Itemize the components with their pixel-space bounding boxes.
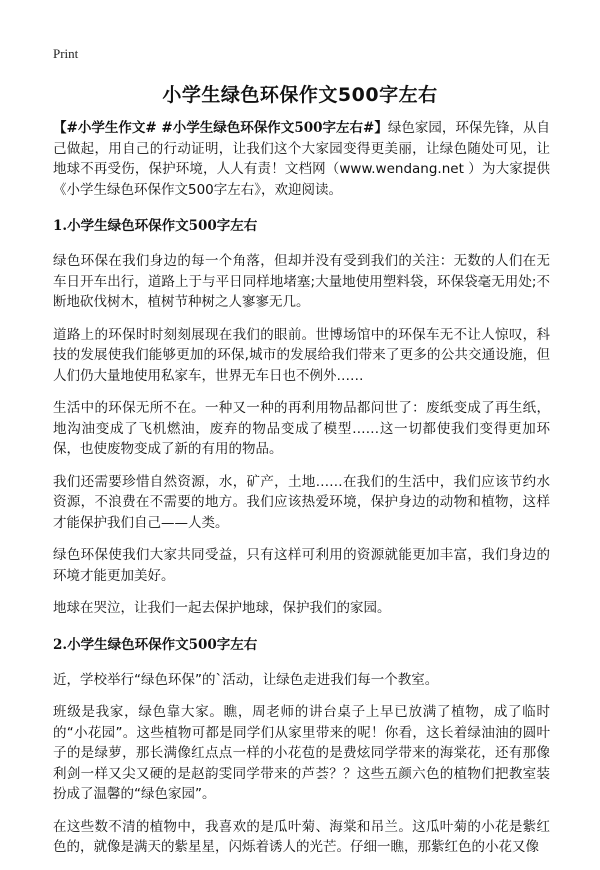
intro-tag: 【#小学生作文# #小学生绿色环保作文500字左右#】 — [53, 120, 388, 136]
section-2-paragraph-3: 在这些数不清的植物中，我喜欢的是瓜叶菊、海棠和吊兰。这瓜叶菊的小花是紫红色的，就像是满天的紫星星，闪烁着诱人的光芒。仔细一瞧，那紫红色的小花又像 — [53, 818, 550, 855]
section-1-paragraph-2: 道路上的环保时时刻刻展现在我们的眼前。世博场馆中的环保车无不让人惊叹，科技的发展使我们能够更加的环保,城市的发展给我们带来了更多的公共交通设施，但人们仍大量地使用私家车，世界无车日也不例外…… — [53, 326, 550, 384]
article-body — [53, 118, 550, 870]
section-1-paragraph-6: 地球在哭泣，让我们一起去保护地球，保护我们的家园。 — [53, 600, 391, 616]
section-2-paragraph-1: 近，学校举行“绿色环保”的`活动，让绿色走进我们每一个教室。 — [53, 671, 439, 688]
section-2-paragraph-2: 班级是我家，绿色靠大家。瞧，周老师的讲台桌子上早已放满了植物，成了临时的“小花园”。这些植物可都是同学们从家里带来的呢！你看，这长着绿油油的圆叶子的是绿萝，那长满像红点点一样的小花苞的是费炫同学带来的海棠花，还有那像利剑一样又尖又硬的是赵韵雯同学带来的芦荟？？这些五颜六色的植物们把教室装扮成了温馨的“绿色家园”。 — [53, 704, 550, 802]
section-1-paragraph-4: 我们还需要珍惜自然资源，水，矿产，土地……在我们的生活中，我们应该节约水资源，不浪费在不需要的地方。我们应该热爱环境，保护身边的动物和植物，这样才能保护我们自己——人类。 — [53, 473, 550, 531]
intro-paragraph — [53, 118, 550, 200]
intro-text: 绿色家园，环保先锋，从自己做起，用自己的行动证明，让我们这个大家园变得更美丽，让绿色随处可见，让地球不再受伤，保护环境，人人有责！文档网（www.wendang.net ）为大家提供《小学生绿色环保作文500字左右》，欢迎阅读。 — [53, 120, 550, 198]
section-1-heading: 1.小学生绿色环保作文500字左右 — [53, 218, 258, 234]
section-2-heading: 2.小学生绿色环保作文500字左右 — [53, 636, 258, 653]
section-1-paragraph-3: 生活中的环保无所不在。一种又一种的再利用物品都问世了：废纸变成了再生纸，地沟油变成了飞机燃油，废弃的物品变成了模型……这一切都使我们变得更加环保，也使废物变成了新的有用的物品。 — [53, 400, 550, 457]
page-title: 小学生绿色环保作文500字左右 — [162, 84, 438, 106]
print-link[interactable]: Print — [53, 46, 79, 61]
section-1-paragraph-1: 绿色环保在我们身边的每一个角落，但却并没有受到我们的关注：无数的人们在无车日开车出行，道路上于与平日同样地堵塞;大量地使用塑料袋，环保袋毫无用处;不断地砍伐树木，植树节种树之人寥寥无几。 — [53, 253, 550, 310]
section-1-paragraph-5: 绿色环保使我们大家共同受益，只有这样可利用的资源就能更加丰富，我们身边的环境才能更加美好。 — [53, 547, 550, 584]
